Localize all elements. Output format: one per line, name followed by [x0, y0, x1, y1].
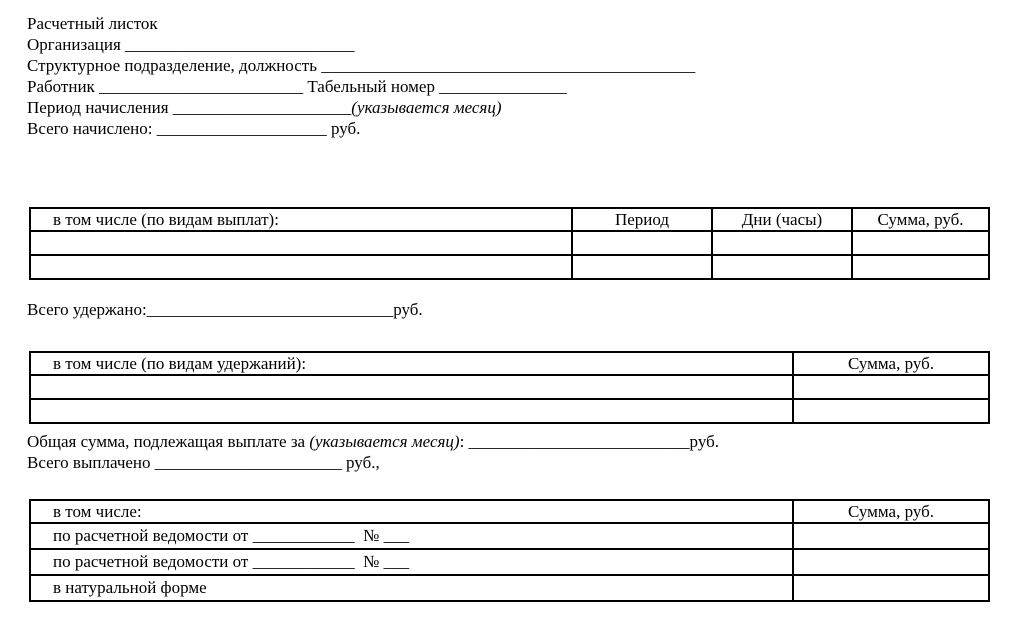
organization-label: Организация	[27, 35, 126, 54]
deductions-header-row	[30, 352, 989, 375]
payments-cell-days	[712, 231, 852, 255]
total-accrued-line	[27, 118, 999, 139]
worker-blank-field: ________________________	[99, 77, 304, 96]
deductions-header-kinds: в том числе (по видам удержаний):	[30, 352, 793, 375]
accrual-period-label: Период начисления	[27, 98, 173, 117]
month-note: (указывается месяц)	[351, 98, 502, 117]
deductions-header-sum: Сумма, руб.	[793, 352, 989, 375]
deductions-row	[30, 399, 989, 423]
total-due-blank-field: __________________________	[468, 432, 690, 451]
payments-row	[30, 255, 989, 279]
worker-label: Работник	[27, 77, 100, 96]
payments-cell-period	[572, 255, 712, 279]
payments-cell-period	[572, 231, 712, 255]
payments-cell-sum	[852, 231, 989, 255]
payouts-cell-label: в натуральной форме	[30, 575, 793, 601]
payouts-row-sheet-1	[30, 523, 989, 549]
payments-table	[29, 207, 990, 280]
payouts-cell-sum	[793, 575, 989, 601]
department-label: Структурное подразделение, должность	[27, 56, 322, 75]
payments-header-days: Дни (часы)	[712, 208, 852, 231]
payouts-cell-label: по расчетной ведомости от ____________ № ___	[30, 549, 793, 575]
doc-title: Расчетный листок	[27, 14, 158, 33]
payouts-row-sheet-2	[30, 549, 989, 575]
payouts-row-in-kind	[30, 575, 989, 601]
deductions-cell-kind	[30, 375, 793, 399]
total-accrued-label: Всего начислено:	[27, 119, 157, 138]
payouts-cell-sum	[793, 549, 989, 575]
total-due-label: Общая сумма, подлежащая выплате за	[27, 432, 310, 451]
total-paid-line	[27, 452, 999, 473]
payments-cell-kind	[30, 231, 572, 255]
total-due-line	[27, 431, 999, 452]
payments-header-row	[30, 208, 989, 231]
worker-line	[27, 76, 999, 97]
total-due-units: руб.	[689, 432, 719, 451]
payments-header-sum: Сумма, руб.	[852, 208, 989, 231]
month-note: (указывается месяц)	[309, 432, 460, 451]
total-withheld-label: Всего удержано:	[27, 300, 147, 319]
payments-header-kinds: в том числе (по видам выплат):	[30, 208, 572, 231]
total-withheld-line	[27, 299, 999, 320]
payouts-cell-label: по расчетной ведомости от ____________ № ___	[30, 523, 793, 549]
payouts-header-including: в том числе:	[30, 500, 793, 523]
deductions-cell-sum	[793, 399, 989, 423]
deductions-cell-sum	[793, 375, 989, 399]
payouts-header-sum: Сумма, руб.	[793, 500, 989, 523]
total-paid-blank-field: ______________________	[154, 453, 342, 472]
accrual-period-blank-field: _____________________	[172, 98, 352, 117]
payments-cell-sum	[852, 255, 989, 279]
department-blank-field: ____________________________________________	[321, 56, 696, 75]
payouts-table	[29, 499, 990, 602]
total-accrued-blank-field: ____________________	[156, 119, 327, 138]
organization-blank-field: ___________________________	[125, 35, 355, 54]
total-accrued-units: руб.	[326, 119, 361, 138]
total-paid-label: Всего выплачено	[27, 453, 155, 472]
deductions-table	[29, 351, 990, 424]
personnel-number-blank-field: _______________	[439, 77, 567, 96]
payments-row	[30, 231, 989, 255]
deductions-cell-kind	[30, 399, 793, 423]
deductions-row	[30, 375, 989, 399]
personnel-number-label: Табельный номер	[303, 77, 440, 96]
payouts-cell-sum	[793, 523, 989, 549]
organization-line	[27, 34, 999, 55]
department-line	[27, 55, 999, 76]
payments-cell-kind	[30, 255, 572, 279]
total-due-separator: :	[459, 432, 469, 451]
payments-cell-days	[712, 255, 852, 279]
total-withheld-blank-field: _____________________________	[146, 300, 394, 319]
accrual-period-line	[27, 97, 999, 118]
total-withheld-units: руб.	[393, 300, 423, 319]
payments-header-period: Период	[572, 208, 712, 231]
payouts-header-row	[30, 500, 989, 523]
total-paid-units: руб.,	[341, 453, 380, 472]
